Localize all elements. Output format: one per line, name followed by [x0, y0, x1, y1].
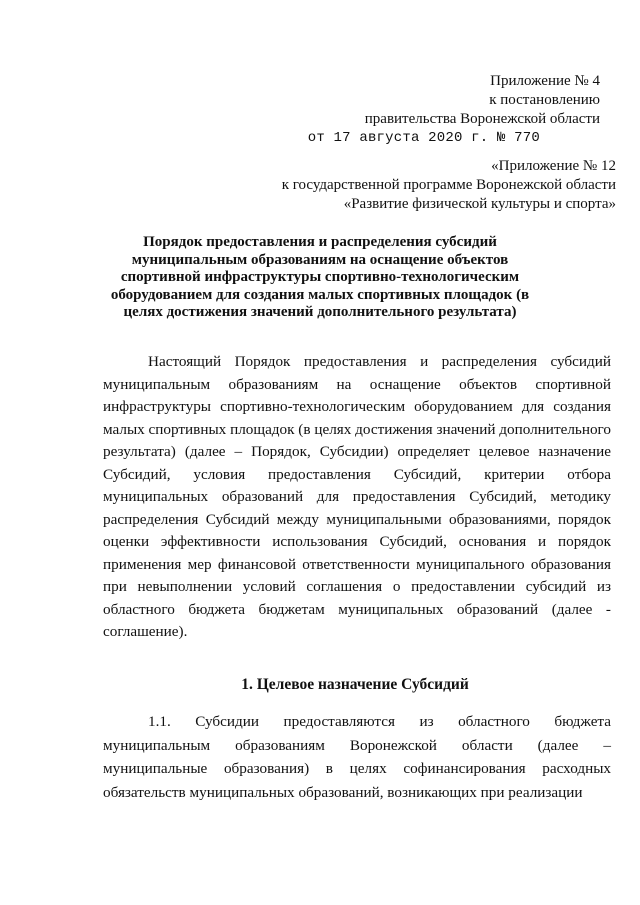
document-title: Порядок предоставления и распределения субсидий муниципальным образованиям на оснащение объектов спортивной инфраструктуры спортивно-технологическим оборудованием для создания малых спортивных площадок (в целях достижения значений дополнительного результата)	[110, 234, 530, 320]
approval-header	[308, 72, 600, 148]
header-government: правительства Воронежской области	[364, 111, 600, 127]
clause-1-1: 1.1. Субсидии предоставляются из областного бюджета муниципальным образованиям Воронежской области (далее – муниципальные образования) в целях софинансирования расходных обязательств муниципальных образований, возникающих при реализации	[103, 713, 611, 801]
appendix-program-ref: к государственной программе Воронежской области	[281, 177, 616, 193]
section-1-heading: 1. Целевое назначение Субсидий	[241, 676, 469, 693]
header-date-number: от 17 августа 2020 г. № 770	[307, 130, 540, 146]
appendix-number: «Приложение № 12	[491, 158, 616, 174]
appendix-program-name: «Развитие физической культуры и спорта»	[343, 196, 616, 212]
intro-paragraph: Настоящий Порядок предоставления и распределения субсидий муниципальным образованиям на оснащение объектов спортивной инфраструктуры спортивно-технологическим оборудованием для создания малых спортивных площадок (в целях достижения значений дополнительного результата) (далее – Порядок, Субсидии) определяет целевое назначение Субсидий, условия предоставления Субсидий, критерии отбора муниципальных образований для предоставления Субсидий, методику распределения Субсидий между муниципальными образованиями, порядок оценки эффективности использования Субсидий, основания и порядок применения мер финансовой ответственности муниципального образования при невыполнении условий соглашения о предоставлении субсидий из областного бюджета бюджетам муниципальных образований (далее - соглашение).	[103, 353, 611, 640]
header-resolution-ref: к постановлению	[489, 92, 600, 108]
header-appendix-number: Приложение № 4	[490, 73, 600, 89]
program-appendix-header	[282, 157, 616, 214]
